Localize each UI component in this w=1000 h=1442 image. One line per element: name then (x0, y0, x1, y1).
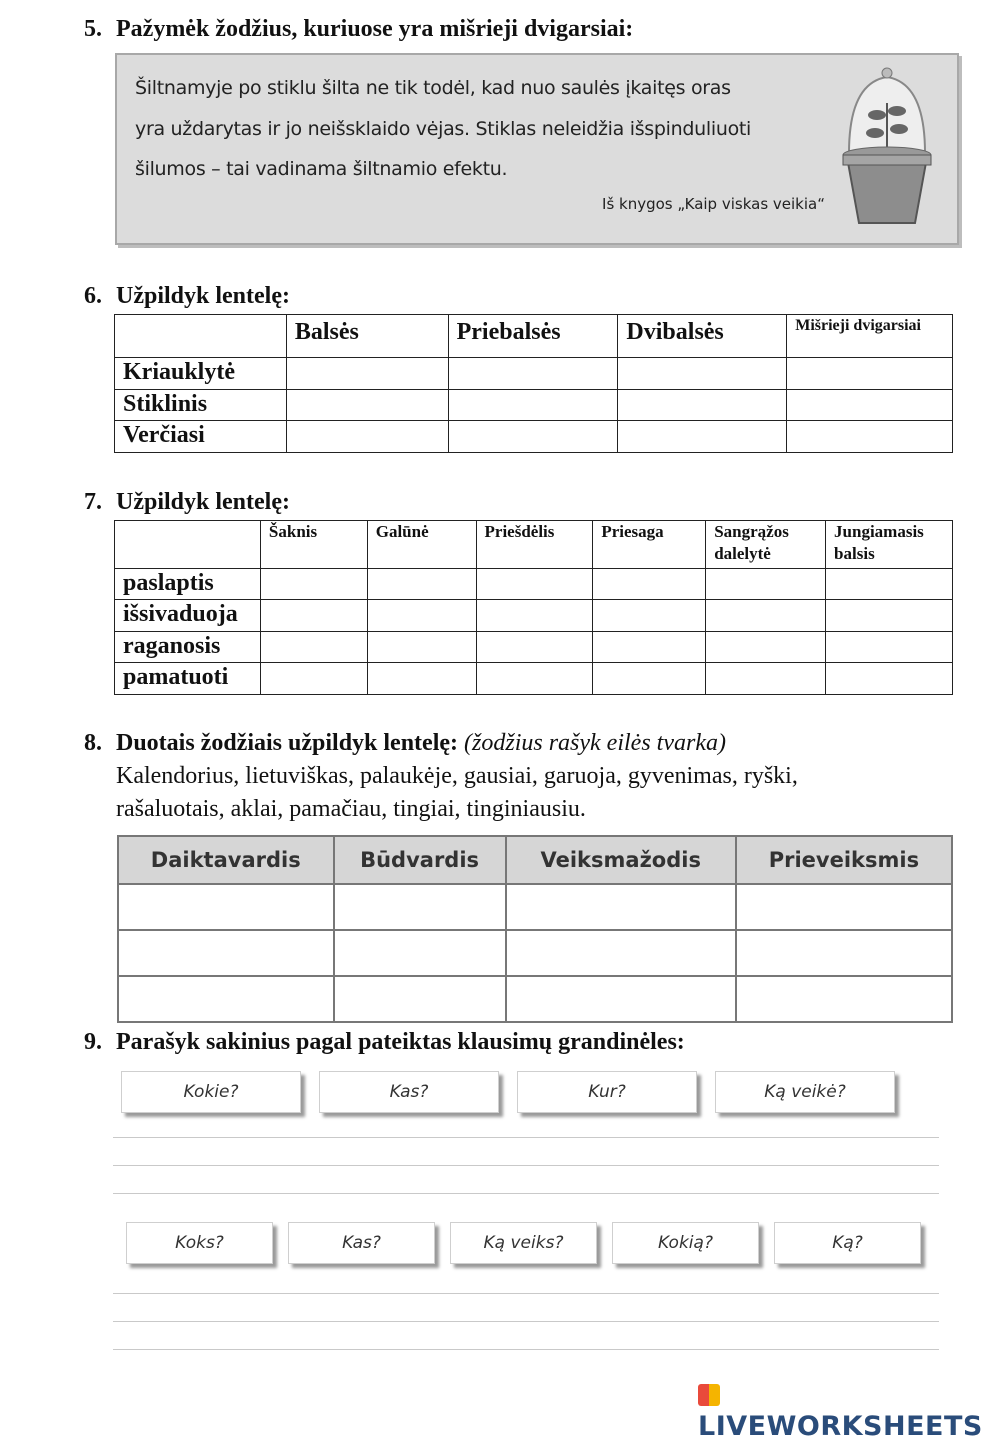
chain2-question-kas: Kas? (288, 1222, 435, 1264)
task7-answer-cell[interactable] (826, 663, 953, 695)
task7-col-jungiamasis: Jungiamasis balsis (826, 521, 953, 569)
task6-answer-cell[interactable] (286, 358, 448, 390)
task8-col-veiksmazodis: Veiksmažodis (506, 836, 736, 884)
task5-source: Iš knygos „Kaip viskas veikia“ (602, 195, 825, 213)
task7-col-priesaga: Priesaga (593, 521, 706, 569)
task6-answer-cell[interactable] (618, 358, 787, 390)
task7-answer-cell[interactable] (706, 663, 826, 695)
task7-answer-cell[interactable] (826, 569, 953, 600)
task8-answer-cell[interactable] (506, 976, 736, 1022)
writing-line[interactable] (113, 1321, 939, 1322)
task6-col-misrieji: Mišrieji dvigarsiai (787, 315, 953, 358)
task6-answer-cell[interactable] (448, 421, 618, 453)
task7-col-saknis: Šaknis (260, 521, 367, 569)
task8-col-prieveiksmis: Prieveiksmis (736, 836, 952, 884)
task5-text-line-2[interactable]: yra uždarytas ir jo neišsklaido vėjas. Stiklas neleidžia išspinduliuoti (135, 118, 752, 140)
task6-answer-cell[interactable] (286, 421, 448, 453)
task7-answer-cell[interactable] (476, 663, 593, 695)
task7-answer-cell[interactable] (476, 632, 593, 663)
task8-hint: (žodžius rašyk eilės tvarka) (464, 730, 726, 756)
task7-answer-cell[interactable] (593, 600, 706, 632)
task7-row-pamatuoti: pamatuoti (115, 663, 261, 695)
task7-answer-cell[interactable] (826, 600, 953, 632)
liveworksheets-brand: LIVEWORKSHEETS (698, 1411, 983, 1442)
task7-answer-cell[interactable] (593, 632, 706, 663)
task7-answer-cell[interactable] (593, 663, 706, 695)
task6-answer-cell[interactable] (787, 390, 953, 421)
task6-number: 6. (84, 283, 102, 309)
task7-number: 7. (84, 489, 102, 515)
task8-title-text: Duotais žodžiais užpildyk lentelę: (116, 730, 459, 756)
task6-answer-cell[interactable] (448, 390, 618, 421)
task8-number: 8. (84, 730, 102, 756)
task7-col-galune: Galūnė (367, 521, 476, 569)
task7-answer-cell[interactable] (367, 632, 476, 663)
task6-title-text: Užpildyk lentelę: (116, 283, 290, 309)
task8-answer-cell[interactable] (736, 930, 952, 976)
task7-title-text: Užpildyk lentelę: (116, 489, 290, 515)
task7-answer-cell[interactable] (367, 569, 476, 600)
task7-answer-cell[interactable] (367, 600, 476, 632)
task7-answer-cell[interactable] (260, 663, 367, 695)
task6-answer-cell[interactable] (618, 421, 787, 453)
chain2-question-koks: Koks? (126, 1222, 273, 1264)
task6-row-stiklinis: Stiklinis (115, 390, 287, 421)
task7-row-raganosis: raganosis (115, 632, 261, 663)
task6-answer-cell[interactable] (618, 390, 787, 421)
task5-number: 5. (84, 16, 102, 42)
task7-title (84, 489, 290, 516)
task8-title (84, 730, 726, 757)
task6-col-dvibalses: Dvibalsės (618, 315, 787, 358)
chain1-question-kokie: Kokie? (121, 1071, 301, 1113)
task6-table (114, 314, 953, 453)
task8-answer-cell[interactable] (334, 976, 506, 1022)
task6-answer-cell[interactable] (787, 421, 953, 453)
task7-answer-cell[interactable] (706, 632, 826, 663)
task6-answer-cell[interactable] (787, 358, 953, 390)
task7-answer-cell[interactable] (260, 569, 367, 600)
task8-col-daiktavardis: Daiktavardis (118, 836, 334, 884)
liveworksheets-logo (698, 1380, 1000, 1442)
writing-line[interactable] (113, 1293, 939, 1294)
task5-title-text: Pažymėk žodžius, kuriuose yra mišrieji dvigarsiai: (116, 16, 634, 42)
task8-col-budvardis: Būdvardis (334, 836, 506, 884)
task7-row-issivaduoja: išsivaduoja (115, 600, 261, 632)
task8-answer-cell[interactable] (736, 884, 952, 930)
task8-answer-cell[interactable] (118, 884, 334, 930)
task6-title (84, 283, 290, 310)
task7-answer-cell[interactable] (476, 600, 593, 632)
task8-table (117, 835, 953, 1023)
chain1-question-kur: Kur? (517, 1071, 697, 1113)
task6-answer-cell[interactable] (448, 358, 618, 390)
task8-answer-cell[interactable] (736, 976, 952, 1022)
task5-title (84, 16, 633, 43)
task6-corner-cell (115, 315, 287, 358)
task8-answer-cell[interactable] (334, 930, 506, 976)
task9-title (84, 1029, 685, 1056)
task6-row-kriauklyte: Kriauklytė (115, 358, 287, 390)
task7-row-paslaptis: paslaptis (115, 569, 261, 600)
task7-corner-cell (115, 521, 261, 569)
plant-under-glass-icon (839, 63, 935, 233)
task7-col-priesdelis: Priešdėlis (476, 521, 593, 569)
writing-line[interactable] (113, 1165, 939, 1166)
task7-col-sangrazos: Sangrąžos dalelytė (706, 521, 826, 569)
liveworksheets-logo-icon (698, 1384, 720, 1406)
task8-words-line-2: rašaluotais, aklai, pamačiau, tingiai, tinginiausiu. (116, 796, 586, 822)
writing-line[interactable] (113, 1137, 939, 1138)
task8-words-line-1: Kalendorius, lietuviškas, palaukėje, gausiai, garuoja, gyvenimas, ryški, (116, 763, 798, 789)
chain1-question-kas: Kas? (319, 1071, 499, 1113)
writing-line[interactable] (113, 1193, 939, 1194)
task8-answer-cell[interactable] (118, 930, 334, 976)
task8-answer-cell[interactable] (506, 930, 736, 976)
task7-answer-cell[interactable] (706, 600, 826, 632)
task7-answer-cell[interactable] (706, 569, 826, 600)
task5-text-line-3[interactable]: šilumos – tai vadinama šiltnamio efektu. (135, 158, 508, 180)
task8-answer-cell[interactable] (334, 884, 506, 930)
task7-table (114, 520, 953, 695)
task6-col-priebalses: Priebalsės (448, 315, 618, 358)
task6-answer-cell[interactable] (286, 390, 448, 421)
task7-answer-cell[interactable] (476, 569, 593, 600)
chain1-question-ka-veike: Ką veikė? (715, 1071, 895, 1113)
task5-text-line-1[interactable]: Šiltnamyje po stiklu šilta ne tik todėl, kad nuo saulės įkaitęs oras (135, 77, 731, 99)
writing-line[interactable] (113, 1349, 939, 1350)
task8-answer-cell[interactable] (118, 976, 334, 1022)
chain2-question-kokia: Kokią? (612, 1222, 759, 1264)
task9-number: 9. (84, 1029, 102, 1055)
chain2-question-ka: Ką? (774, 1222, 921, 1264)
task7-answer-cell[interactable] (260, 600, 367, 632)
task8-answer-cell[interactable] (506, 884, 736, 930)
task6-col-balses: Balsės (286, 315, 448, 358)
task5-quote-box (115, 53, 959, 245)
chain2-question-ka-veiks: Ką veiks? (450, 1222, 597, 1264)
task7-answer-cell[interactable] (593, 569, 706, 600)
task7-answer-cell[interactable] (367, 663, 476, 695)
task7-answer-cell[interactable] (826, 632, 953, 663)
task6-row-verciasi: Verčiasi (115, 421, 287, 453)
task9-title-text: Parašyk sakinius pagal pateiktas klausimų grandinėles: (116, 1029, 685, 1055)
task7-answer-cell[interactable] (260, 632, 367, 663)
